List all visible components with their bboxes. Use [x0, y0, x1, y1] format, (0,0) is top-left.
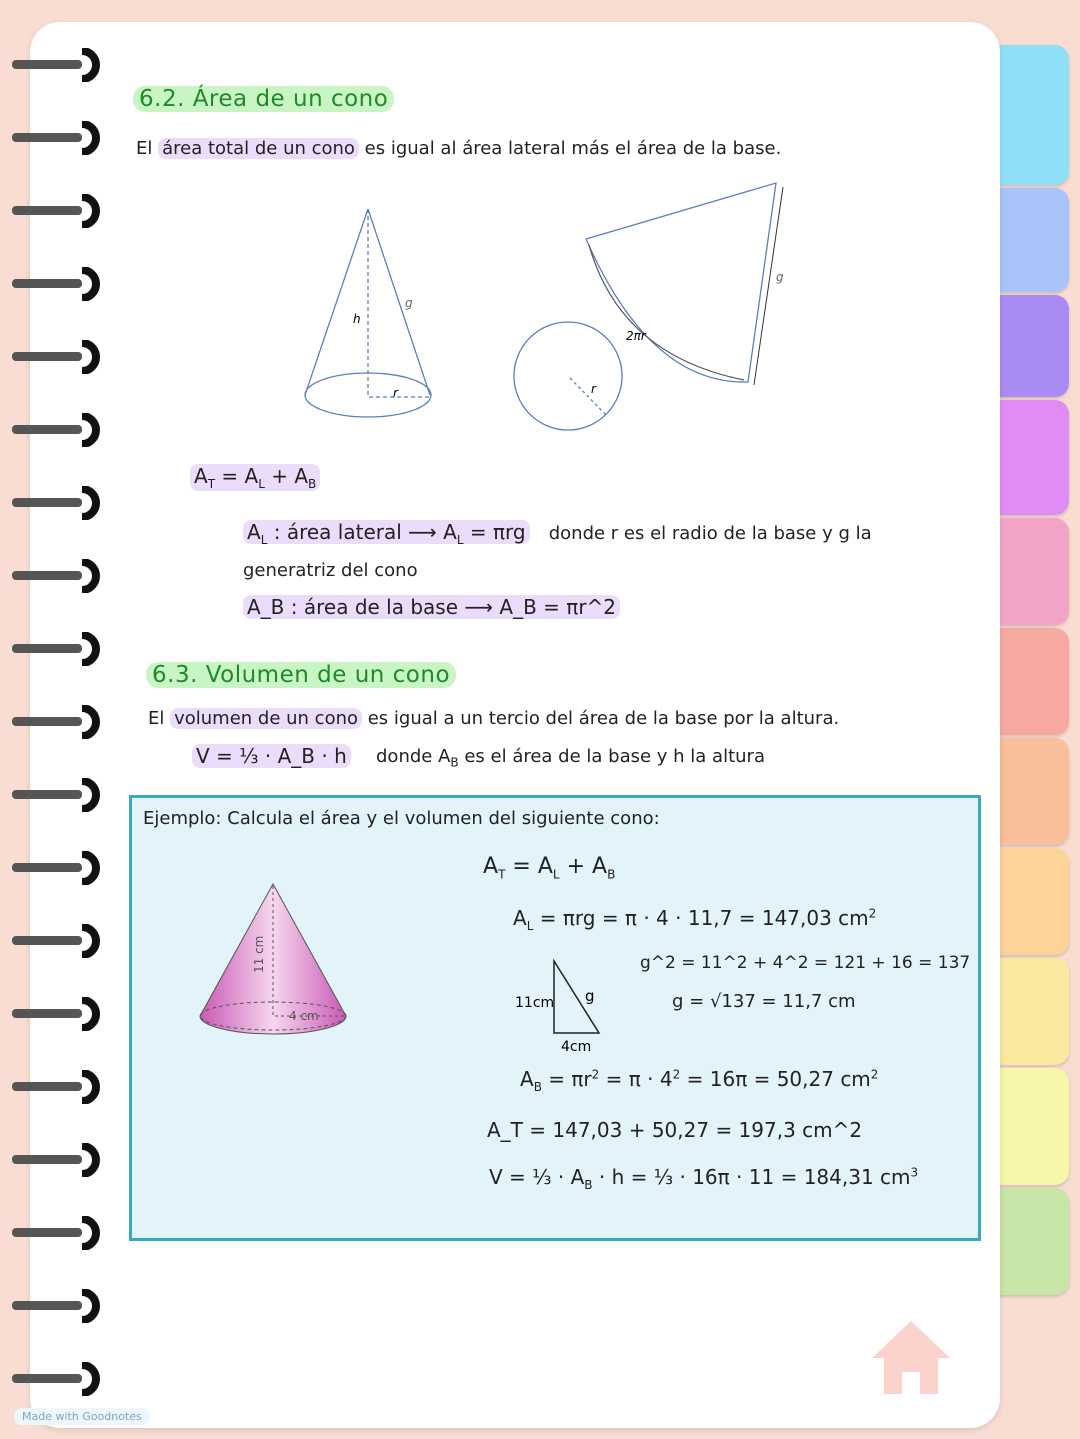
spiral-ring — [10, 340, 102, 374]
spiral-ring — [10, 1216, 102, 1250]
spiral-ring — [10, 705, 102, 739]
example-line-2: $A_L = \pi rg = \pi \cdot 4 \cdot 11,7 = 147,03$ $cm^2$ — [513, 906, 877, 933]
tri-height: 11cm — [515, 995, 555, 1011]
label-r-net: r — [591, 382, 596, 396]
lateral-note-cont: generatriz del cono — [243, 560, 418, 581]
volume-intro — [148, 708, 839, 729]
example-line-7: V = ⅓ · $A_B \cdot h$ = ⅓ · 16π · 11 = 184,31 $cm^3$ — [489, 1165, 919, 1192]
highlight: volumen de un cono — [170, 708, 362, 729]
label-r: r — [393, 386, 398, 400]
label-h: h — [353, 312, 361, 326]
spiral-ring — [10, 997, 102, 1031]
example-line-3: g^2 = 11^2 + 4^2 = 121 + 16 = 137 — [640, 953, 971, 973]
cone-diagrams — [290, 175, 830, 445]
volume-formula: V = ⅓ · A_B · h — [192, 744, 351, 768]
label-g-net: g — [776, 270, 784, 284]
example-line-1: $A_T = A_L + A_B$ — [483, 854, 616, 882]
spiral-ring — [10, 1289, 102, 1323]
spiral-ring — [10, 851, 102, 885]
area-intro — [136, 138, 781, 159]
cone-radius-label: 4 cm — [289, 1009, 319, 1023]
example-line-4: g = √137 = 11,7 cm — [672, 991, 856, 1012]
spiral-ring — [10, 413, 102, 447]
text: es igual a un tercio del área de la base por la altura. — [362, 708, 840, 729]
section-title-volume: 6.3. Volumen de un cono — [146, 662, 456, 688]
spiral-ring — [10, 924, 102, 958]
spiral-ring — [10, 1362, 102, 1396]
spiral-ring — [10, 486, 102, 520]
spiral-ring — [10, 194, 102, 228]
volume-note: donde $A_B$ es el área de la base y h la altura — [376, 746, 765, 770]
text: El — [136, 138, 159, 159]
label-g: g — [405, 296, 413, 310]
spiral-ring — [10, 1143, 102, 1177]
lateral-note: donde r es el radio de la base y g la — [548, 523, 872, 544]
spiral-ring — [10, 632, 102, 666]
spiral-ring — [10, 1070, 102, 1104]
lateral-area-def — [243, 520, 872, 547]
spiral-ring — [10, 48, 102, 82]
text: El — [148, 708, 171, 729]
spiral-ring — [10, 559, 102, 593]
formula-total-area: $A_T = A_L + A_B$ — [190, 464, 320, 491]
spiral-ring — [10, 121, 102, 155]
cone-height-label: 11 cm — [252, 935, 266, 973]
right-triangle — [515, 955, 615, 1055]
example-line-6: A_T = 147,03 + 50,27 = 197,3 cm^2 — [487, 1118, 863, 1142]
example-cone — [195, 878, 355, 1048]
tri-hyp: g — [585, 987, 595, 1005]
tri-base: 4cm — [561, 1039, 592, 1055]
goodnotes-watermark: Made with Goodnotes — [14, 1408, 150, 1425]
spiral-ring — [10, 267, 102, 301]
net-figure — [514, 183, 776, 430]
section-title-area: 6.2. Área de un cono — [133, 86, 394, 112]
example-line-5: $A_B = \pi r^2 = \pi \cdot 4^2 = 16\pi = 50,27$ $cm^2$ — [520, 1067, 879, 1094]
base-area-def: A_B : área de la base ⟶ A_B = πr^2 — [243, 595, 620, 619]
label-arc: 2πr — [626, 329, 646, 343]
lateral-formula: $A_L$ : área lateral ⟶ $A_L = \pi rg$ — [243, 520, 530, 544]
cone-figure — [305, 209, 431, 417]
spiral-ring — [10, 778, 102, 812]
highlight: área total de un cono — [158, 138, 359, 159]
example-prompt: Ejemplo: Calcula el área y el volumen del siguiente cono: — [143, 808, 660, 829]
home-icon[interactable] — [870, 1318, 952, 1396]
text: es igual al área lateral más el área de la base. — [358, 138, 782, 159]
